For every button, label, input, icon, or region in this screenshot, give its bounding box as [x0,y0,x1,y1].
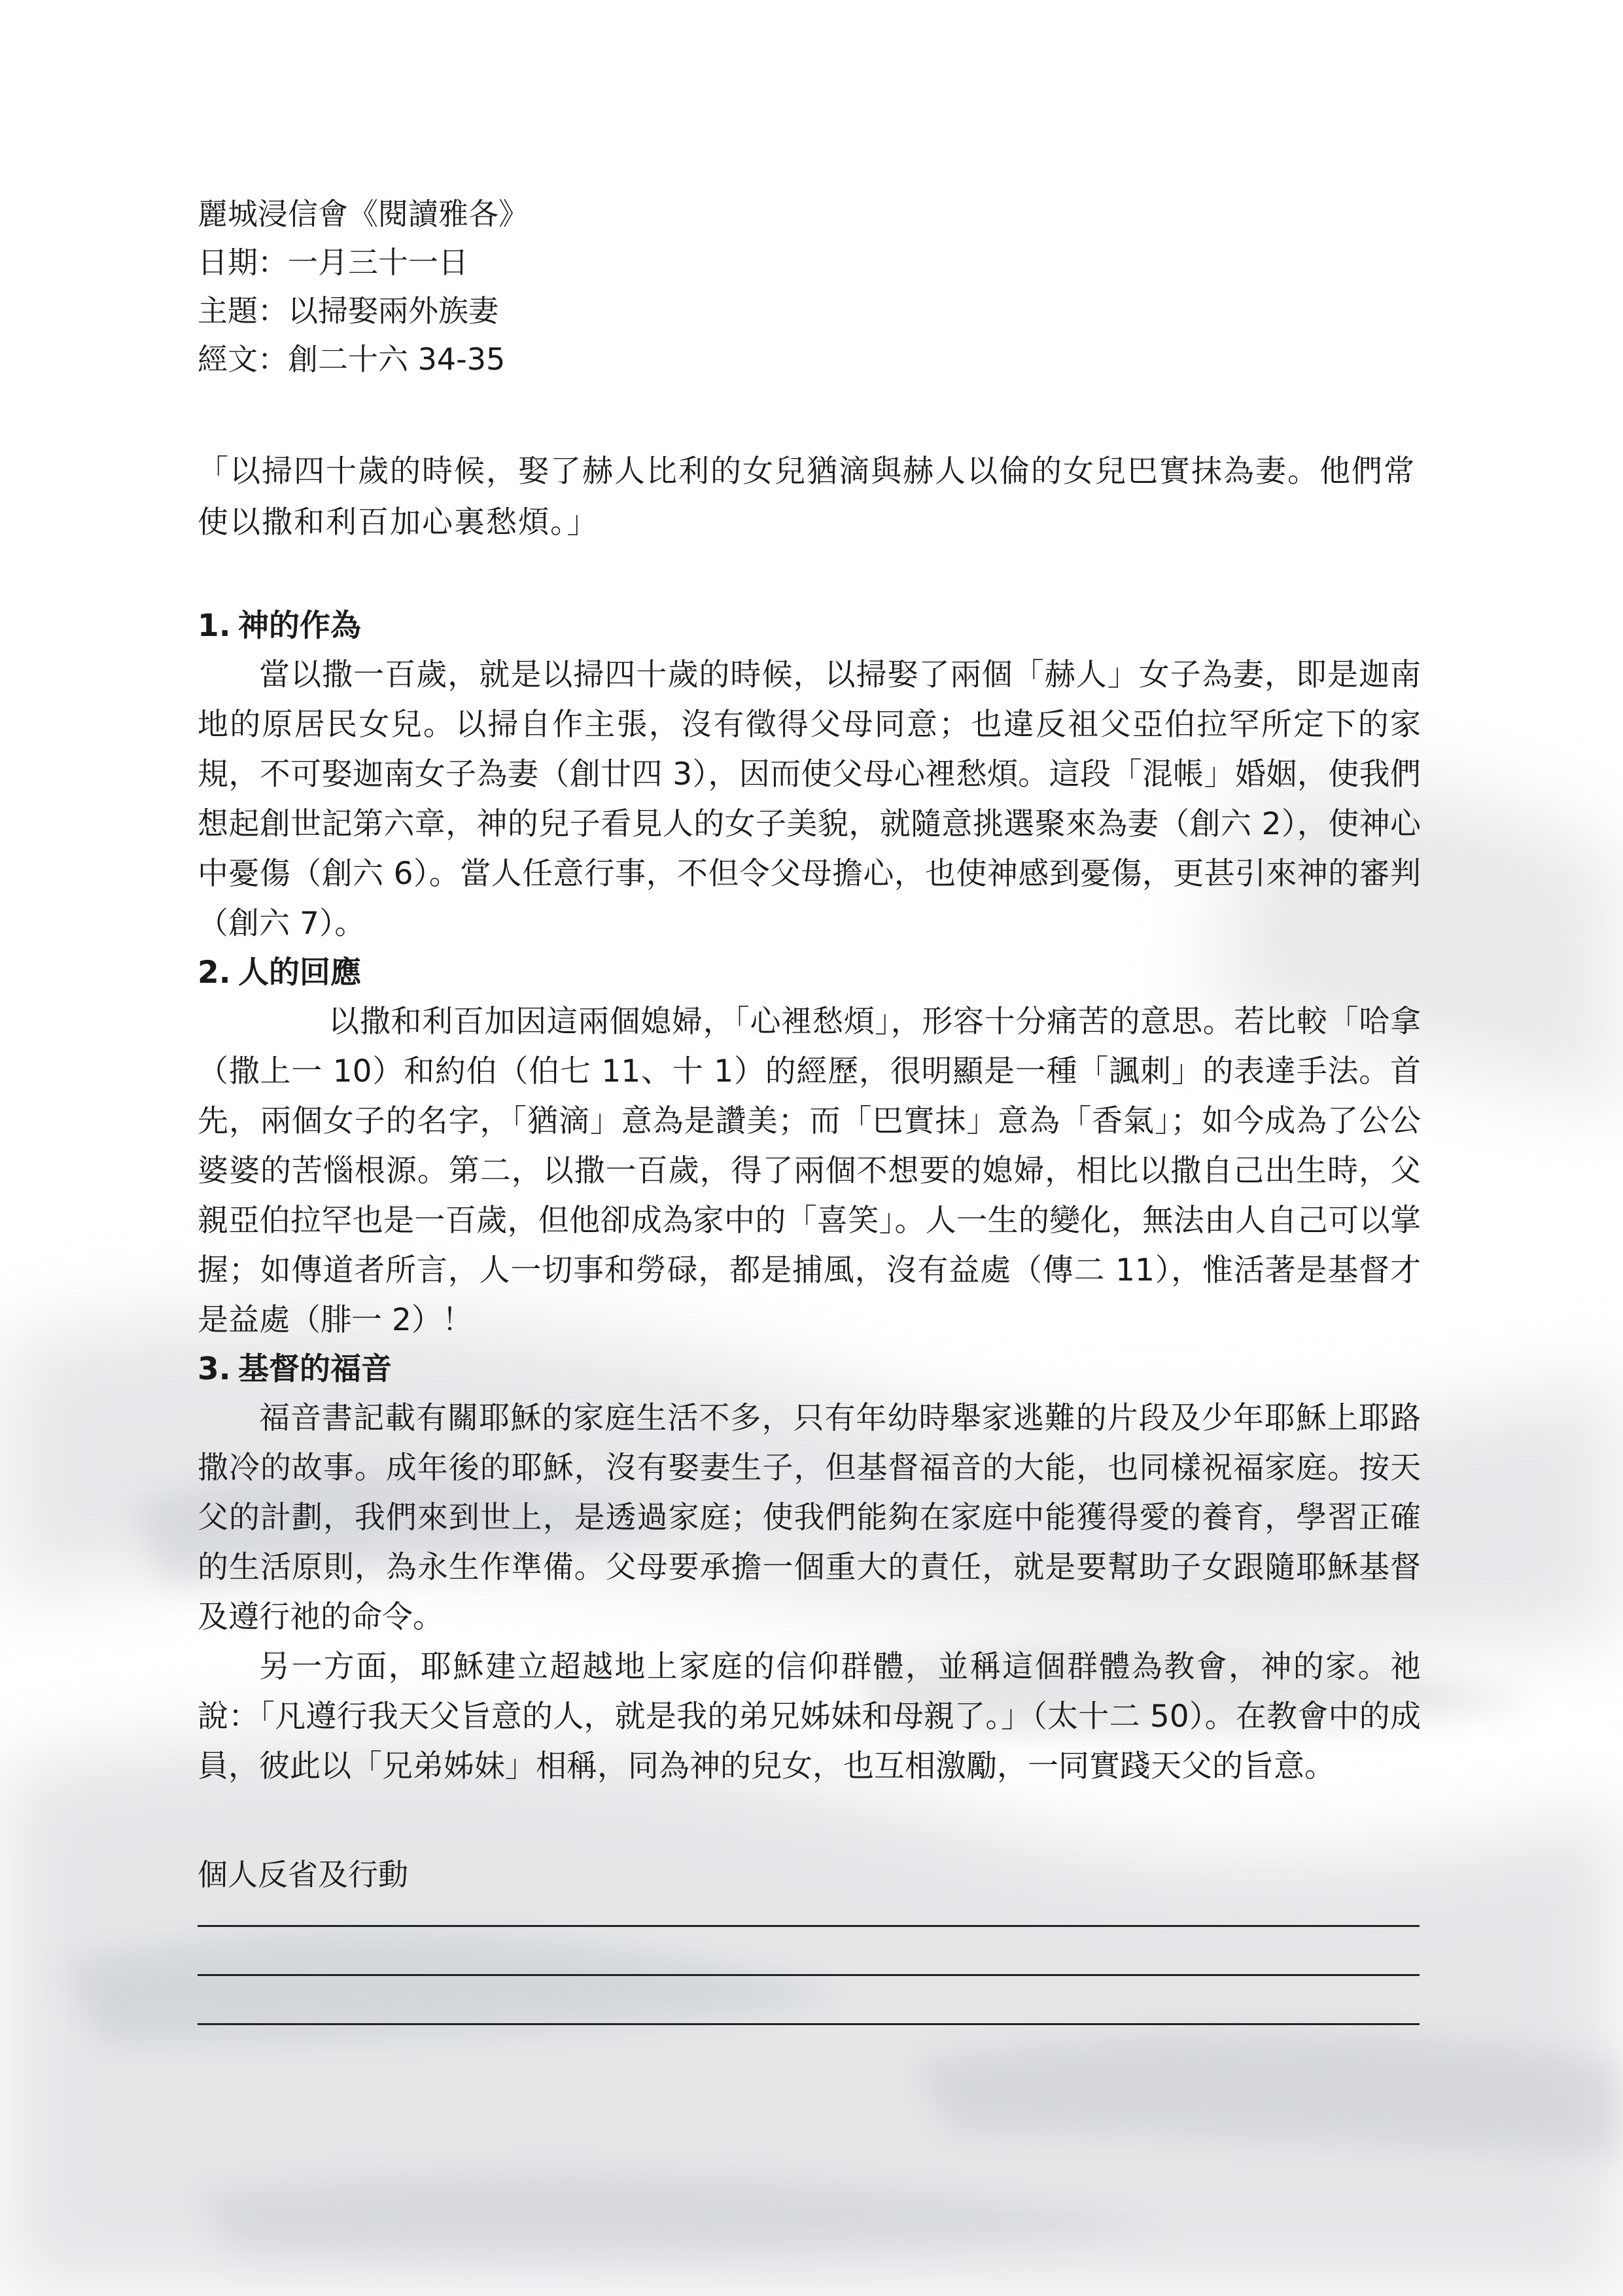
section-3-heading: 基督的福音 [238,1351,392,1387]
section-1-title [198,602,1421,650]
section-2-title [198,949,1421,997]
scripture-line: 經文：創二十六 34-35 [198,342,506,377]
section-1-paragraph: 當以撒一百歲，就是以掃四十歲的時候，以掃娶了兩個「赫人」女子為妻，即是迦南地的原居民女兒。以掃自作主張，沒有徵得父母同意；也違反祖父亞伯拉罕所定下的家規，不可娶迦南女子為妻（創廿四 3），因而使父母心裡愁煩。這段「混帳」婚姻，使我們想起創世記第六章，神的兒子看見人的女子美貌，就隨意挑選聚來為妻（創六 2），使神心中憂傷（創六 6）。當人任意行事，不但令父母擔心，也使神感到憂傷，更甚引來神的審判（創六 7）。 [198,657,1421,942]
section-3-number: 3. [198,1351,231,1387]
date-line: 日期：一月三十一日 [198,245,468,280]
document-page [198,190,1421,2025]
section-3-p2-before: 另一方面，耶穌建立超越地上家庭的信仰群體，並稱這個群體為教會，神的家。祂說： [198,1649,1421,1735]
section-2-number: 2. [198,955,231,991]
theme-line: 主題：以掃娶兩外族妻 [198,293,498,328]
jesus-quote: 「凡遵行我天父旨意的人，就是我的弟兄姊妹和母親了。」 [259,1699,1032,1735]
section-3-title [198,1345,1421,1394]
section-2-heading: 人的回應 [238,955,361,991]
reflection-label: 個人反省及行動 [198,1857,408,1892]
section-3-paragraph-1: 福音書記載有關耶穌的家庭生活不多，只有年幼時舉家逃難的片段及少年耶穌上耶路撒冷的故事。成年後的耶穌，沒有娶妻生子，但基督福音的大能，也同樣祝福家庭。按天父的計劃，我們來到世上，是透過家庭；使我們能夠在家庭中能獲得愛的養育，學習正確的生活原則，為永生作準備。父母要承擔一個重大的責任，就是要幫助子女跟隨耶穌基督及遵行祂的命令。 [198,1400,1421,1635]
section-3-p2-after: （太十二 50）。在教會中的成員，彼此以「兄弟姊妹」相稱，同為神的兒女，也互相激勵，一同實踐天父的旨意。 [198,1699,1422,1784]
scripture-quote: 「以掃四十歲的時候，娶了赫人比利的女兒猶滴與赫人以倫的女兒巴實抹為妻。他們常使以撒和利百加心裏愁煩。」 [198,453,1416,540]
reflection-write-line-1 [198,1925,1420,1927]
section-1-heading: 神的作為 [238,608,361,644]
section-1-number: 1. [198,608,231,644]
church-title: 麗城浸信會《閱讀雅各》 [198,196,529,232]
reflection-write-line-3 [198,2023,1420,2025]
section-2-paragraph: 以撒和利百加因這兩個媳婦，「心裡愁煩」，形容十分痛苦的意思。若比較「哈拿（撒上一 10）和約伯（伯七 11、十 1）的經歷，很明顯是一種「諷刺」的表達手法。首先，兩個女子的名字，「猶滴」意為是讚美；而「巴實抹」意為「香氣」；如今成為了公公婆婆的苦惱根源。第二，以撒一百歲，得了兩個不想要的媳婦，相比以撒自己出生時，父親亞伯拉罕也是一百歲，但他卻成為家中的「喜笑」。人一生的變化，無法由人自己可以掌握；如傳道者所言，人一切事和勞碌，都是捕風，沒有益處（傳二 11），惟活著是基督才是益處（腓一 2）！ [198,1004,1421,1338]
section-3-paragraph-2 [198,1642,1421,1792]
reflection-write-line-2 [198,1974,1420,1976]
